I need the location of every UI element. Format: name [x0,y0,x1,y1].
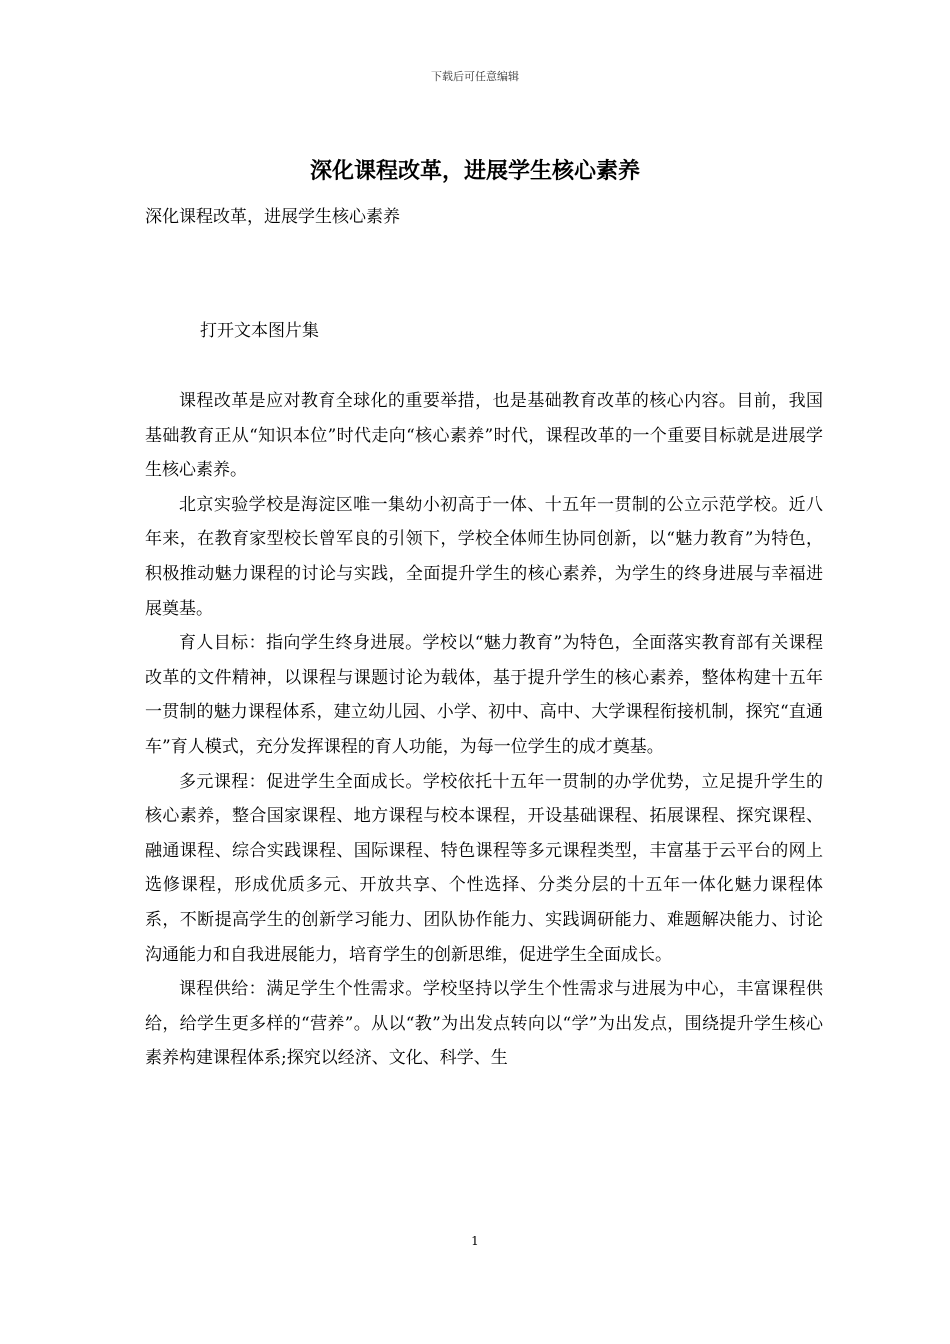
open-image-gallery-link[interactable]: 打开文本图片集 [200,321,319,341]
document-title: 深化课程改革，进展学生核心素养 [309,158,640,184]
page-number: 1 [471,1234,479,1248]
body-paragraph: 课程供给：满足学生个性需求。学校坚持以学生个性需求与进展为中心，丰富课程供给，给学生更多样的“营养”。从以“教”为出发点转向以“学”为出发点，围绕提升学生核心素养构建课程体系;探究以经济、文化、科学、生 [145,979,823,1069]
body-paragraph: 多元课程：促进学生全面成长。学校依托十五年一贯制的办学优势，立足提升学生的核心素养，整合国家课程、地方课程与校本课程，开设基础课程、拓展课程、探究课程、融通课程、综合实践课程、国际课程、特色课程等多元课程类型，丰富基于云平台的网上选修课程，形成优质多元、开放共享、个性选择、分类分层的十五年一体化魅力课程体系，不断提高学生的创新学习能力、团队协作能力、实践调研能力、难题解决能力、讨论沟通能力和自我进展能力，培育学生的创新思维，促进学生全面成长。 [145,771,823,965]
document-subtitle: 深化课程改革，进展学生核心素养 [145,207,400,227]
body-paragraph: 课程改革是应对教育全球化的重要举措，也是基础教育改革的核心内容。目前，我国基础教育正从“知识本位”时代走向“核心素养”时代，课程改革的一个重要目标就是进展学生核心素养。 [145,391,823,481]
body-paragraph: 育人目标：指向学生终身进展。学校以“魅力教育”为特色，全面落实教育部有关课程改革的文件精神，以课程与课题讨论为载体，基于提升学生的核心素养，整体构建十五年一贯制的魅力课程体系，建立幼儿园、小学、初中、高中、大学课程衔接机制，探究“直通车”育人模式，充分发挥课程的育人功能，为每一位学生的成才奠基。 [145,633,823,757]
page-header: 下载后可任意编辑 [431,70,519,83]
body-paragraph: 北京实验学校是海淀区唯一集幼小初高于一体、十五年一贯制的公立示范学校。近八年来，在教育家型校长曾军良的引领下，学校全体师生协同创新，以“魅力教育”为特色，积极推动魅力课程的讨论与实践，全面提升学生的核心素养，为学生的终身进展与幸福进展奠基。 [145,494,823,619]
document-body [145,384,823,1076]
